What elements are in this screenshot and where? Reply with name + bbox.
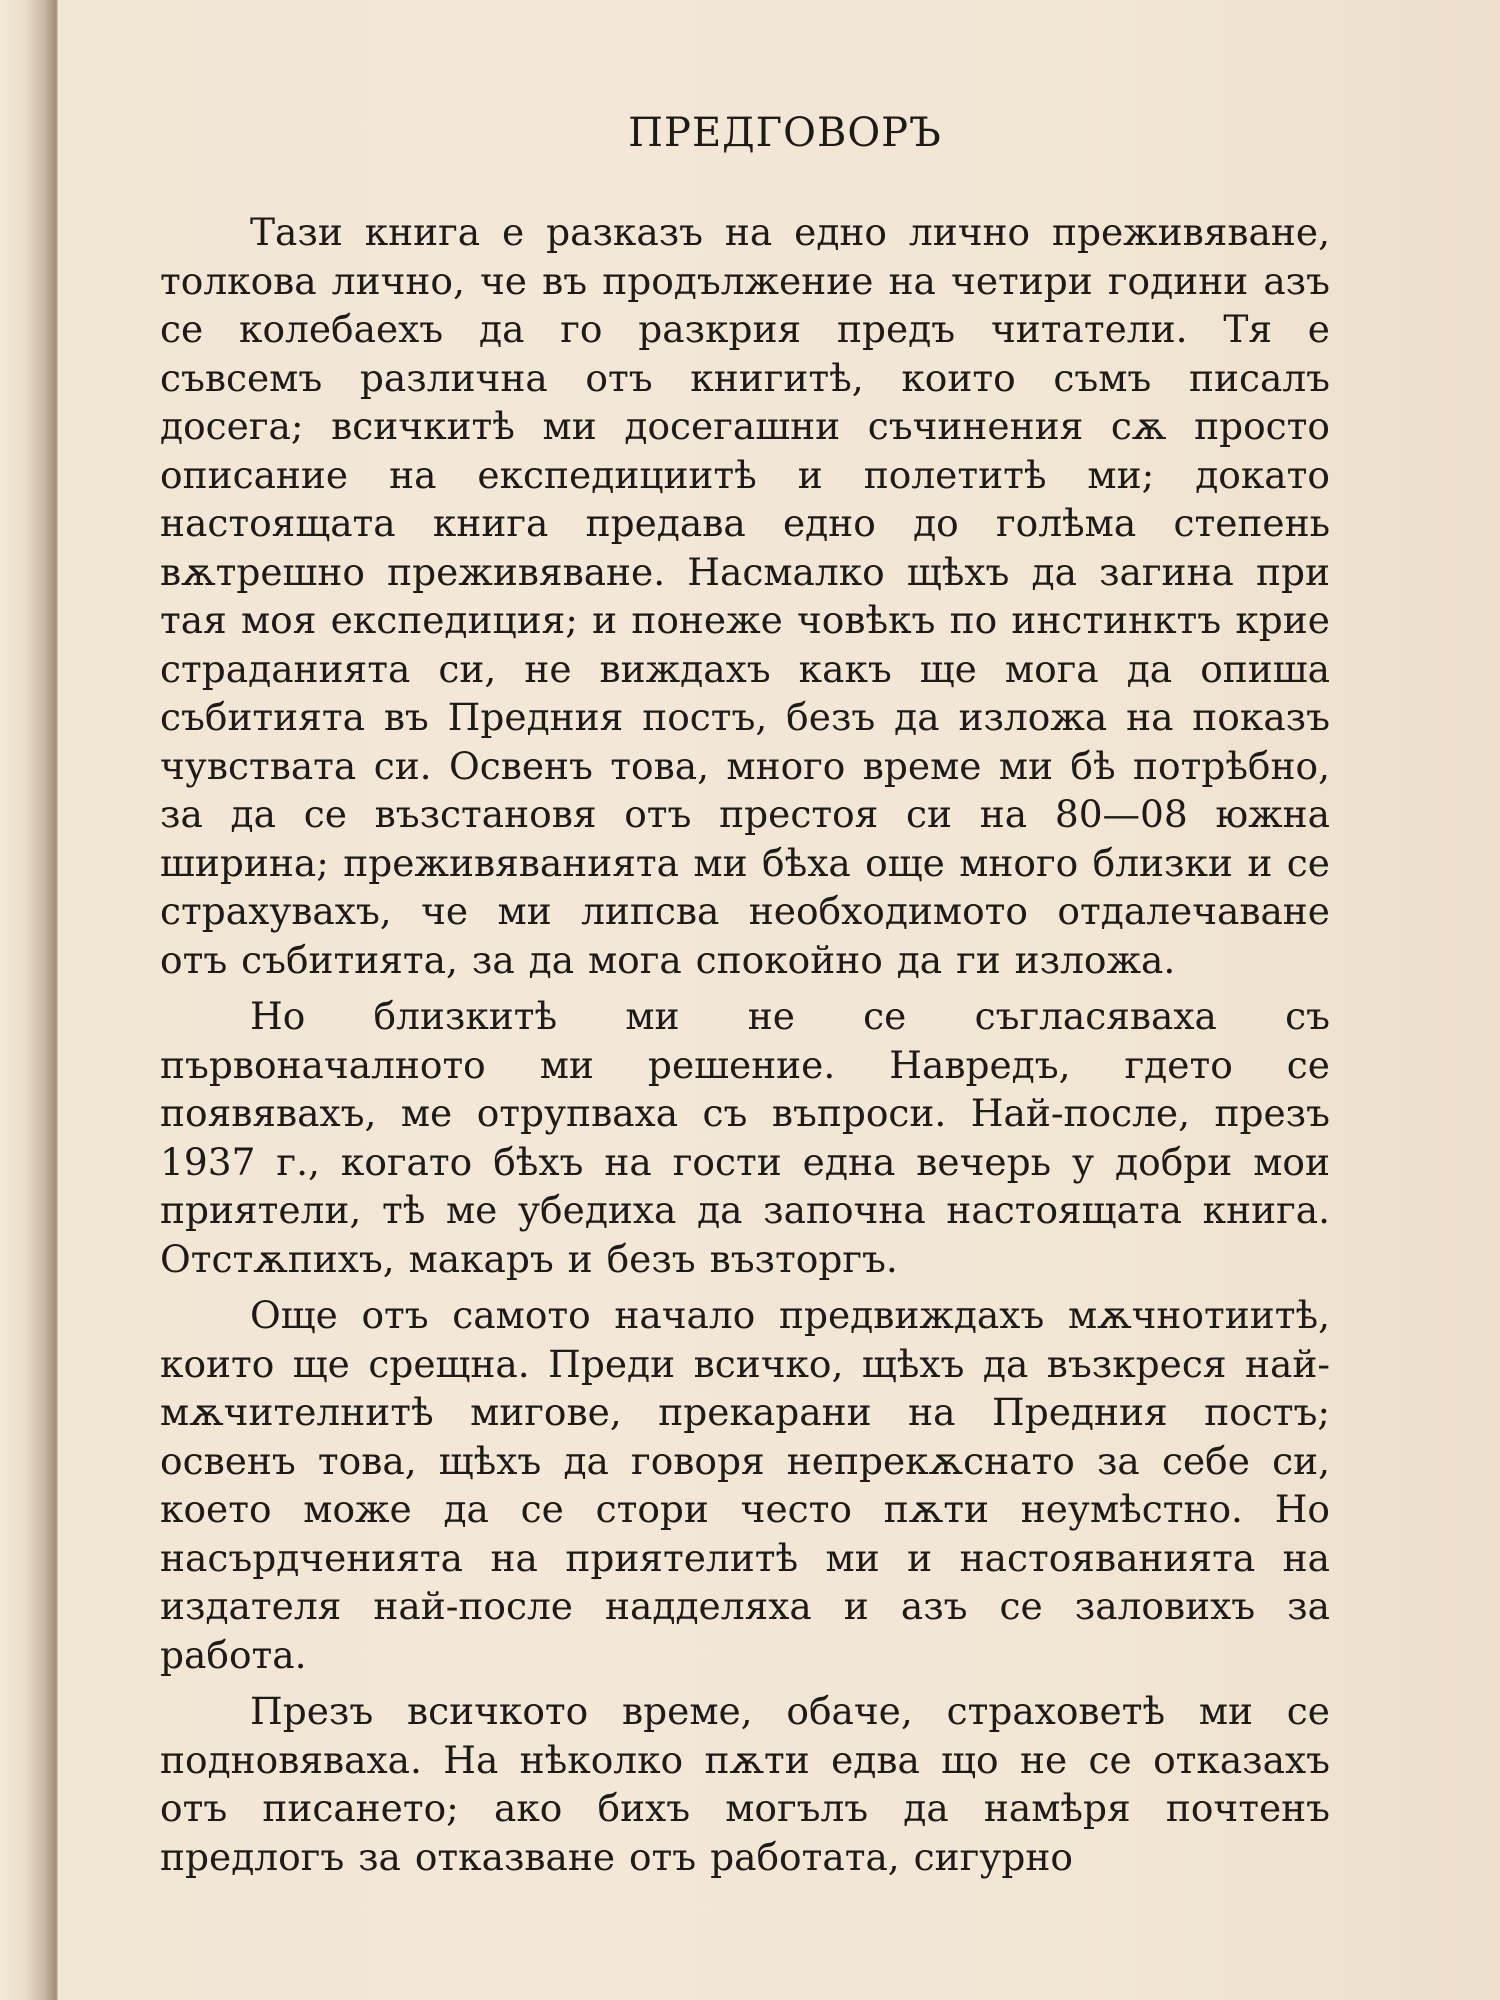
book-spine-shadow <box>0 0 58 2000</box>
page-content <box>160 110 1330 1881</box>
book-spine-edge <box>54 0 57 2000</box>
paragraph-1: Тази книга е разказъ на едно лично преживяване, толкова лично, че въ продължение на четири години азъ се колебаехъ да го разкрия предъ читатели. Тя е съвсемъ различна отъ книгитѣ, които съмъ писалъ досега; всичкитѣ ми досегашни съчинения сѫ просто описание на експедициитѣ и полетитѣ ми; докато настоящата книга предава едно до голѣма степень вѫтрешно преживяване. Насмалко щѣхъ да загина при тая моя експедиция; и понеже човѣкъ по инстинктъ крие страданията си, не виждахъ какъ ще мога да опиша събитията въ Предния постъ, безъ да изложа на показъ чувствата си. Освенъ това, много време ми бѣ потрѣбно, за да се възстановя отъ престоя си на 80—08 южна ширина; преживяванията ми бѣха още много близки и се страхувахъ, че ми липсва необходимото отдалечаване отъ събитията, за да мога спокойно да ги изложа. <box>160 210 1330 982</box>
page-title: ПРЕДГОВОРЪ <box>628 110 942 156</box>
paragraph-2: Но близкитѣ ми не се съгласяваха съ първоначалното ми решение. Навредъ, гдето се появявахъ, ме отрупваха съ въпроси. Най-после, презъ 1937 г., когато бѣхъ на гости една вечерь у добри мои приятели, тѣ ме убедиха да започна настоящата книга. Отстѫпихъ, макаръ и безъ възторгъ. <box>160 994 1330 1281</box>
paragraph-4: Презъ всичкото време, обаче, страховетѣ ми се подновяваха. На нѣколко пѫти едва що не се отказахъ отъ писането; ако бихъ могълъ да намѣря почтенъ предлогъ за отказване отъ работата, сигурно <box>160 1689 1330 1879</box>
paragraph-3: Още отъ самото начало предвиждахъ мѫчнотиитѣ, които ще срещна. Преди всичко, щѣхъ да възкреся най-мѫчителнитѣ мигове, прекарани на Предния постъ; освенъ това, щѣхъ да говоря непрекѫснато за себе си, което може да се стори често пѫти неумѣстно. Но насърдченията на приятелитѣ ми и настояванията на издателя най-после надделяха и азъ се заловихъ за работа. <box>160 1293 1330 1677</box>
